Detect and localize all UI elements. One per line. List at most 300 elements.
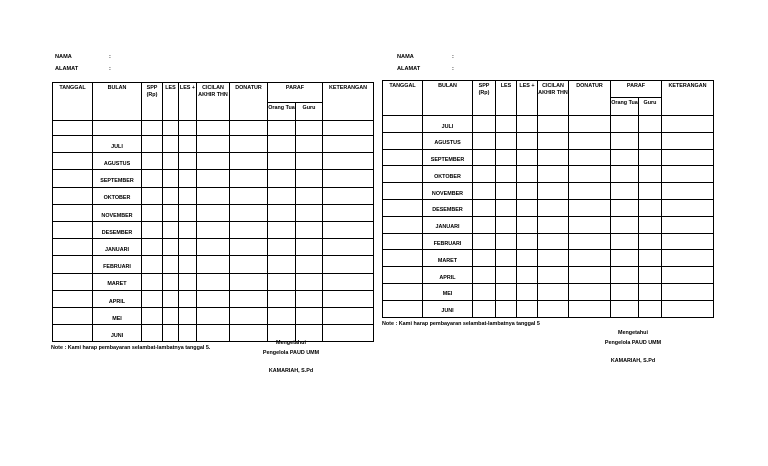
table-cell[interactable]: [496, 233, 517, 250]
name-label: NAMA: [397, 54, 414, 60]
table-cell[interactable]: [163, 153, 179, 170]
month-label: NOVEMBER: [423, 183, 473, 200]
table-cell[interactable]: [53, 153, 93, 170]
month-label: JANUARI: [93, 239, 142, 256]
col-header-orang-tua: Orang Tua: [268, 103, 296, 121]
table-cell[interactable]: [230, 153, 268, 170]
table-cell[interactable]: [323, 290, 374, 307]
table-cell[interactable]: [268, 256, 296, 273]
month-label: DESEMBER: [423, 199, 473, 216]
table-cell[interactable]: [473, 233, 496, 250]
table-cell[interactable]: [569, 132, 611, 149]
table-cell[interactable]: [538, 183, 569, 200]
table-cell[interactable]: [517, 116, 538, 133]
table-cell[interactable]: [538, 149, 569, 166]
table-cell[interactable]: [473, 283, 496, 300]
table-cell[interactable]: [230, 121, 268, 136]
table-cell[interactable]: [662, 149, 714, 166]
table-cell[interactable]: [53, 204, 93, 221]
table-cell[interactable]: [197, 204, 230, 221]
table-cell[interactable]: [569, 250, 611, 267]
table-cell[interactable]: [142, 153, 163, 170]
table-cell[interactable]: [142, 290, 163, 307]
table-cell[interactable]: [611, 199, 639, 216]
table-cell[interactable]: [538, 199, 569, 216]
table-row: [383, 149, 714, 166]
table-cell[interactable]: [662, 250, 714, 267]
table-cell[interactable]: [496, 166, 517, 183]
table-cell[interactable]: [323, 307, 374, 324]
table-cell[interactable]: [639, 283, 662, 300]
table-cell[interactable]: [268, 121, 296, 136]
col-header-bulan: BULAN: [93, 83, 142, 121]
table-cell[interactable]: [268, 307, 296, 324]
table-cell[interactable]: [230, 256, 268, 273]
table-cell[interactable]: [197, 170, 230, 187]
month-label: JULI: [423, 116, 473, 133]
table-cell[interactable]: [179, 307, 197, 324]
table-cell[interactable]: [163, 325, 179, 342]
table-cell[interactable]: [639, 132, 662, 149]
table-cell[interactable]: [142, 221, 163, 238]
table-row: [53, 221, 374, 238]
table-cell[interactable]: [383, 300, 423, 317]
col-header-les: LES: [496, 81, 517, 116]
table-cell[interactable]: [179, 204, 197, 221]
table-cell[interactable]: [383, 233, 423, 250]
table-cell[interactable]: [268, 187, 296, 204]
month-label: JUNI: [93, 325, 142, 342]
table-cell[interactable]: [323, 187, 374, 204]
table-cell[interactable]: [179, 256, 197, 273]
name-colon: :: [109, 54, 111, 60]
col-header-tanggal: TANGGAL: [53, 83, 93, 121]
month-label: OKTOBER: [423, 166, 473, 183]
table-cell[interactable]: [639, 267, 662, 284]
table-cell[interactable]: [163, 204, 179, 221]
address-row: [382, 64, 714, 76]
month-label: NOVEMBER: [93, 204, 142, 221]
payment-table: [52, 82, 374, 342]
table-cell[interactable]: [268, 290, 296, 307]
table-cell[interactable]: [569, 183, 611, 200]
table-cell[interactable]: [517, 250, 538, 267]
table-cell[interactable]: [517, 166, 538, 183]
payment-table: [382, 80, 714, 318]
address-label: ALAMAT: [397, 66, 421, 72]
table-cell[interactable]: [611, 233, 639, 250]
table-cell[interactable]: [230, 170, 268, 187]
table-cell[interactable]: [163, 256, 179, 273]
table-cell[interactable]: [53, 256, 93, 273]
table-cell[interactable]: [662, 216, 714, 233]
col-header-donatur: DONATUR: [230, 83, 268, 121]
table-cell[interactable]: [473, 149, 496, 166]
table-cell[interactable]: [611, 283, 639, 300]
table-cell[interactable]: [473, 132, 496, 149]
table-cell[interactable]: [230, 136, 268, 153]
table-cell[interactable]: [142, 187, 163, 204]
month-label: FEBRUARI: [93, 256, 142, 273]
table-cell[interactable]: [179, 290, 197, 307]
table-cell[interactable]: [569, 233, 611, 250]
table-cell[interactable]: [383, 183, 423, 200]
table-cell[interactable]: [383, 149, 423, 166]
table-cell[interactable]: [611, 132, 639, 149]
table-cell[interactable]: [538, 216, 569, 233]
table-cell[interactable]: [611, 216, 639, 233]
table-cell[interactable]: [496, 149, 517, 166]
table-cell[interactable]: [496, 132, 517, 149]
table-cell[interactable]: [496, 183, 517, 200]
table-cell[interactable]: [639, 300, 662, 317]
table-cell[interactable]: [611, 300, 639, 317]
table-cell[interactable]: [197, 239, 230, 256]
table-cell[interactable]: [538, 283, 569, 300]
table-cell[interactable]: [296, 204, 323, 221]
table-cell[interactable]: [296, 136, 323, 153]
month-label: MEI: [93, 307, 142, 324]
table-cell[interactable]: [179, 121, 197, 136]
table-cell[interactable]: [296, 239, 323, 256]
table-cell[interactable]: [53, 221, 93, 238]
table-cell[interactable]: [517, 300, 538, 317]
table-cell[interactable]: [496, 283, 517, 300]
month-label: SEPTEMBER: [423, 149, 473, 166]
table-cell[interactable]: [230, 273, 268, 290]
acknowledged-label: Mengetahui: [276, 340, 306, 346]
table-cell[interactable]: [163, 170, 179, 187]
table-cell[interactable]: [296, 170, 323, 187]
table-row: [53, 153, 374, 170]
table-cell[interactable]: [163, 221, 179, 238]
table-cell[interactable]: [323, 221, 374, 238]
table-cell[interactable]: [53, 239, 93, 256]
table-cell[interactable]: [53, 187, 93, 204]
table-cell[interactable]: [611, 116, 639, 133]
col-header-tanggal: TANGGAL: [383, 81, 423, 116]
name-row: [51, 52, 374, 64]
signature-block: [226, 338, 356, 376]
manager-title: Pengelola PAUD UMM: [262, 350, 320, 356]
table-cell[interactable]: [179, 187, 197, 204]
payment-card-right: [382, 52, 714, 364]
table-cell[interactable]: [163, 136, 179, 153]
table-cell[interactable]: [611, 149, 639, 166]
table-cell[interactable]: [517, 267, 538, 284]
table-cell[interactable]: [197, 256, 230, 273]
table-cell[interactable]: [296, 153, 323, 170]
table-row: [53, 307, 374, 324]
payment-note: Note : Kami harap pembayaran selambat-lambatnya tanggal 5: [382, 320, 540, 327]
table-cell[interactable]: [662, 132, 714, 149]
table-cell[interactable]: [639, 233, 662, 250]
table-cell[interactable]: [179, 221, 197, 238]
table-cell[interactable]: [230, 204, 268, 221]
table-row: [383, 300, 714, 317]
table-cell[interactable]: [662, 199, 714, 216]
table-cell[interactable]: [662, 166, 714, 183]
table-cell[interactable]: [230, 221, 268, 238]
table-cell[interactable]: [383, 116, 423, 133]
table-cell[interactable]: [142, 204, 163, 221]
table-cell[interactable]: [611, 166, 639, 183]
col-header-cicilan: CICILAN AKHIR THN: [197, 83, 230, 121]
table-cell[interactable]: [569, 116, 611, 133]
table-cell[interactable]: [230, 187, 268, 204]
col-header-les: LES: [163, 83, 179, 121]
col-header-donatur: DONATUR: [569, 81, 611, 116]
month-label: DESEMBER: [93, 221, 142, 238]
table-cell[interactable]: [323, 204, 374, 221]
table-cell[interactable]: [473, 216, 496, 233]
table-cell[interactable]: [496, 199, 517, 216]
table-cell[interactable]: [517, 183, 538, 200]
table-cell[interactable]: [383, 132, 423, 149]
table-cell[interactable]: [569, 149, 611, 166]
table-cell[interactable]: [268, 239, 296, 256]
table-cell[interactable]: [538, 116, 569, 133]
table-cell[interactable]: [639, 116, 662, 133]
table-cell[interactable]: [473, 300, 496, 317]
table-cell[interactable]: [569, 267, 611, 284]
name-label: NAMA: [55, 54, 72, 60]
table-cell[interactable]: [163, 187, 179, 204]
table-cell[interactable]: [517, 283, 538, 300]
table-cell[interactable]: [569, 166, 611, 183]
table-cell[interactable]: [197, 153, 230, 170]
table-cell[interactable]: [163, 121, 179, 136]
month-rows: [53, 121, 374, 342]
table-cell[interactable]: [662, 183, 714, 200]
table-cell[interactable]: [538, 233, 569, 250]
table-cell[interactable]: [142, 273, 163, 290]
table-cell[interactable]: [230, 307, 268, 324]
table-cell[interactable]: [179, 325, 197, 342]
table-row: [53, 239, 374, 256]
table-cell[interactable]: [296, 121, 323, 136]
table-cell[interactable]: [538, 267, 569, 284]
table-cell[interactable]: [296, 290, 323, 307]
table-cell[interactable]: [53, 307, 93, 324]
table-cell[interactable]: [230, 290, 268, 307]
table-cell[interactable]: [517, 233, 538, 250]
table-cell[interactable]: [496, 267, 517, 284]
table-cell[interactable]: [323, 153, 374, 170]
table-cell[interactable]: [197, 325, 230, 342]
table-cell[interactable]: [230, 239, 268, 256]
table-cell[interactable]: [538, 300, 569, 317]
month-label: MEI: [423, 283, 473, 300]
table-cell[interactable]: [473, 267, 496, 284]
table-cell[interactable]: [496, 216, 517, 233]
table-cell[interactable]: [383, 166, 423, 183]
table-cell[interactable]: [142, 136, 163, 153]
table-cell[interactable]: [538, 132, 569, 149]
table-cell[interactable]: [268, 136, 296, 153]
table-cell[interactable]: [296, 307, 323, 324]
table-cell[interactable]: [383, 199, 423, 216]
col-header-les-plus: LES +: [517, 81, 538, 116]
month-rows: [383, 116, 714, 318]
table-cell[interactable]: [473, 166, 496, 183]
table-cell[interactable]: [383, 216, 423, 233]
table-row: [383, 132, 714, 149]
table-cell[interactable]: [383, 267, 423, 284]
table-cell[interactable]: [662, 283, 714, 300]
table-cell[interactable]: [383, 250, 423, 267]
table-cell[interactable]: [197, 121, 230, 136]
table-row: [53, 136, 374, 153]
table-cell[interactable]: [639, 199, 662, 216]
table-cell[interactable]: [569, 216, 611, 233]
payment-note: Note : Kami harap pembayaran selambat-lambatnya tanggal 5.: [51, 345, 211, 352]
table-cell[interactable]: [517, 216, 538, 233]
table-cell[interactable]: [197, 136, 230, 153]
col-header-paraf: PARAF: [268, 83, 323, 103]
table-cell[interactable]: [142, 325, 163, 342]
table-cell[interactable]: [538, 250, 569, 267]
table-cell[interactable]: [163, 307, 179, 324]
table-row: [383, 166, 714, 183]
table-cell[interactable]: [197, 273, 230, 290]
table-cell[interactable]: [517, 149, 538, 166]
table-cell[interactable]: [142, 121, 163, 136]
table-cell[interactable]: [268, 273, 296, 290]
acknowledged-label: Mengetahui: [618, 330, 648, 336]
table-cell[interactable]: [473, 199, 496, 216]
table-row: [53, 204, 374, 221]
table-cell[interactable]: [662, 267, 714, 284]
signature-block: [568, 328, 698, 366]
col-header-les-plus: LES +: [179, 83, 197, 121]
table-cell[interactable]: [179, 273, 197, 290]
table-cell[interactable]: [268, 153, 296, 170]
table-cell[interactable]: [323, 170, 374, 187]
name-colon: :: [452, 54, 454, 60]
table-cell[interactable]: [611, 267, 639, 284]
table-cell[interactable]: [142, 256, 163, 273]
table-cell[interactable]: [496, 250, 517, 267]
month-label: JUNI: [423, 300, 473, 317]
table-row: [383, 116, 714, 133]
address-colon: :: [452, 66, 454, 72]
table-cell[interactable]: [569, 199, 611, 216]
table-cell[interactable]: [179, 170, 197, 187]
table-cell[interactable]: [383, 283, 423, 300]
table-cell[interactable]: [53, 325, 93, 342]
table-cell[interactable]: [296, 256, 323, 273]
table-cell[interactable]: [538, 166, 569, 183]
table-cell[interactable]: [163, 239, 179, 256]
table-cell[interactable]: [53, 273, 93, 290]
table-cell[interactable]: [496, 300, 517, 317]
table-cell[interactable]: [197, 290, 230, 307]
table-cell[interactable]: [662, 116, 714, 133]
table-cell[interactable]: [473, 183, 496, 200]
table-cell[interactable]: [639, 149, 662, 166]
col-header-paraf: PARAF: [611, 81, 662, 98]
table-cell[interactable]: [163, 273, 179, 290]
table-cell[interactable]: [142, 239, 163, 256]
table-cell[interactable]: [323, 256, 374, 273]
table-cell[interactable]: [611, 250, 639, 267]
table-row: [53, 290, 374, 307]
table-cell[interactable]: [179, 153, 197, 170]
col-header-spp: SPP (Rp): [473, 81, 496, 116]
table-cell[interactable]: [296, 187, 323, 204]
table-cell[interactable]: [323, 121, 374, 136]
table-cell[interactable]: [197, 221, 230, 238]
table-cell[interactable]: [496, 116, 517, 133]
table-row: [53, 170, 374, 187]
table-cell[interactable]: [473, 250, 496, 267]
month-label: FEBRUARI: [423, 233, 473, 250]
table-cell[interactable]: [517, 199, 538, 216]
col-header-guru: Guru: [639, 98, 662, 116]
table-cell[interactable]: [197, 307, 230, 324]
table-row: [383, 183, 714, 200]
table-cell[interactable]: [53, 136, 93, 153]
table-cell[interactable]: [142, 170, 163, 187]
table-cell[interactable]: [53, 121, 93, 136]
table-row: [383, 199, 714, 216]
col-header-spp: SPP (Rp): [142, 83, 163, 121]
table-cell[interactable]: [639, 183, 662, 200]
month-label: JANUARI: [423, 216, 473, 233]
table-cell[interactable]: [639, 216, 662, 233]
table-cell[interactable]: [268, 204, 296, 221]
table-row: [53, 187, 374, 204]
table-row: [383, 267, 714, 284]
table-cell[interactable]: [569, 283, 611, 300]
table-cell[interactable]: [323, 273, 374, 290]
table-cell[interactable]: [473, 116, 496, 133]
month-label: JULI: [93, 136, 142, 153]
table-cell[interactable]: [639, 250, 662, 267]
signer-name: KAMARIAH, S.Pd: [268, 368, 314, 374]
table-cell[interactable]: [53, 170, 93, 187]
table-cell[interactable]: [197, 187, 230, 204]
table-cell[interactable]: [296, 273, 323, 290]
address-row: [51, 64, 374, 76]
table-cell[interactable]: [517, 132, 538, 149]
table-cell[interactable]: [179, 136, 197, 153]
table-cell[interactable]: [296, 221, 323, 238]
table-cell[interactable]: [268, 170, 296, 187]
table-cell[interactable]: [142, 307, 163, 324]
table-cell[interactable]: [639, 166, 662, 183]
table-cell[interactable]: [323, 136, 374, 153]
table-cell[interactable]: [268, 221, 296, 238]
col-header-keterangan: KETERANGAN: [323, 83, 374, 121]
table-cell[interactable]: [569, 300, 611, 317]
table-cell[interactable]: [662, 300, 714, 317]
table-cell[interactable]: [53, 290, 93, 307]
table-cell[interactable]: [662, 233, 714, 250]
name-row: [382, 52, 714, 64]
table-cell[interactable]: [93, 121, 142, 136]
table-cell[interactable]: [611, 183, 639, 200]
address-colon: :: [109, 66, 111, 72]
table-cell[interactable]: [163, 290, 179, 307]
month-label: OKTOBER: [93, 187, 142, 204]
month-label: APRIL: [93, 290, 142, 307]
table-cell[interactable]: [323, 239, 374, 256]
month-label: MARET: [423, 250, 473, 267]
table-cell[interactable]: [179, 239, 197, 256]
month-label: APRIL: [423, 267, 473, 284]
